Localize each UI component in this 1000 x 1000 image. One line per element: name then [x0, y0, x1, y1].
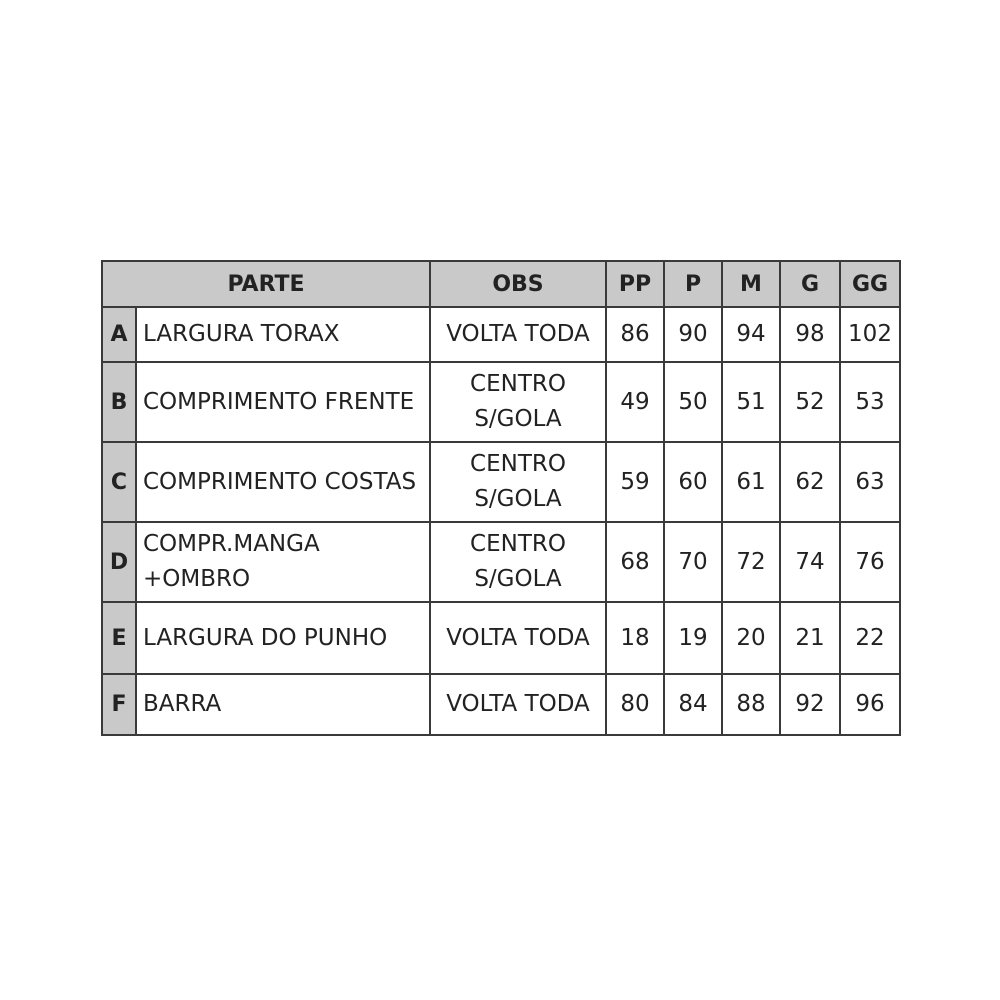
row-letter: A: [102, 307, 136, 362]
cell-m: 88: [722, 674, 780, 735]
header-row: [102, 261, 900, 307]
cell-gg: 76: [840, 522, 900, 602]
row-parte-text: BARRA: [143, 691, 222, 717]
cell-m: 61: [722, 442, 780, 522]
row-obs-text: VOLTA TODA: [446, 624, 590, 651]
row-obs: [430, 307, 606, 362]
cell-m: 20: [722, 602, 780, 674]
header-size-m: M: [722, 261, 780, 307]
row-parte: [136, 602, 430, 674]
cell-g: 74: [780, 522, 840, 602]
header-obs: OBS: [430, 261, 606, 307]
cell-g: 98: [780, 307, 840, 362]
row-parte-text: LARGURA DO PUNHO: [143, 624, 388, 651]
row-obs: [430, 522, 606, 602]
cell-gg: 102: [840, 307, 900, 362]
row-parte: [136, 442, 430, 522]
cell-pp: 80: [606, 674, 664, 735]
row-parte: [136, 522, 430, 602]
row-obs-text: CENTRO S/GOLA: [470, 371, 566, 432]
cell-p: 90: [664, 307, 722, 362]
cell-gg: 63: [840, 442, 900, 522]
row-obs-text: CENTRO S/GOLA: [470, 531, 566, 592]
cell-p: 50: [664, 362, 722, 442]
cell-pp: 59: [606, 442, 664, 522]
row-obs: [430, 602, 606, 674]
row-obs: [430, 362, 606, 442]
cell-pp: 68: [606, 522, 664, 602]
table-row: [102, 522, 900, 602]
row-parte: [136, 674, 430, 735]
row-letter: C: [102, 442, 136, 522]
header-parte: PARTE: [102, 261, 430, 307]
cell-pp: 49: [606, 362, 664, 442]
cell-m: 94: [722, 307, 780, 362]
row-letter: F: [102, 674, 136, 735]
cell-g: 21: [780, 602, 840, 674]
header-size-g: G: [780, 261, 840, 307]
table-row: [102, 442, 900, 522]
cell-m: 51: [722, 362, 780, 442]
table-row: [102, 674, 900, 735]
row-parte-text: COMPRIMENTO COSTAS: [143, 468, 417, 495]
table-row: [102, 307, 900, 362]
row-parte: [136, 307, 430, 362]
row-obs: [430, 442, 606, 522]
row-obs-text: VOLTA TODA: [446, 691, 590, 717]
table-row: [102, 602, 900, 674]
cell-pp: 86: [606, 307, 664, 362]
cell-p: 19: [664, 602, 722, 674]
row-parte-text: LARGURA TORAX: [143, 321, 340, 347]
row-parte-text: COMPRIMENTO FRENTE: [143, 388, 415, 415]
cell-gg: 53: [840, 362, 900, 442]
header-size-p: P: [664, 261, 722, 307]
cell-gg: 96: [840, 674, 900, 735]
cell-p: 70: [664, 522, 722, 602]
row-obs-text: CENTRO S/GOLA: [470, 451, 566, 512]
row-letter: E: [102, 602, 136, 674]
row-parte-text: COMPR.MANGA +OMBRO: [143, 531, 320, 592]
cell-p: 84: [664, 674, 722, 735]
cell-gg: 22: [840, 602, 900, 674]
size-chart-table: [101, 260, 901, 736]
row-obs: [430, 674, 606, 735]
cell-g: 52: [780, 362, 840, 442]
row-obs-text: VOLTA TODA: [446, 321, 590, 347]
cell-g: 62: [780, 442, 840, 522]
row-letter: D: [102, 522, 136, 602]
row-parte: [136, 362, 430, 442]
header-size-pp: PP: [606, 261, 664, 307]
header-size-gg: GG: [840, 261, 900, 307]
cell-g: 92: [780, 674, 840, 735]
row-letter: B: [102, 362, 136, 442]
cell-m: 72: [722, 522, 780, 602]
table-row: [102, 362, 900, 442]
cell-pp: 18: [606, 602, 664, 674]
cell-p: 60: [664, 442, 722, 522]
